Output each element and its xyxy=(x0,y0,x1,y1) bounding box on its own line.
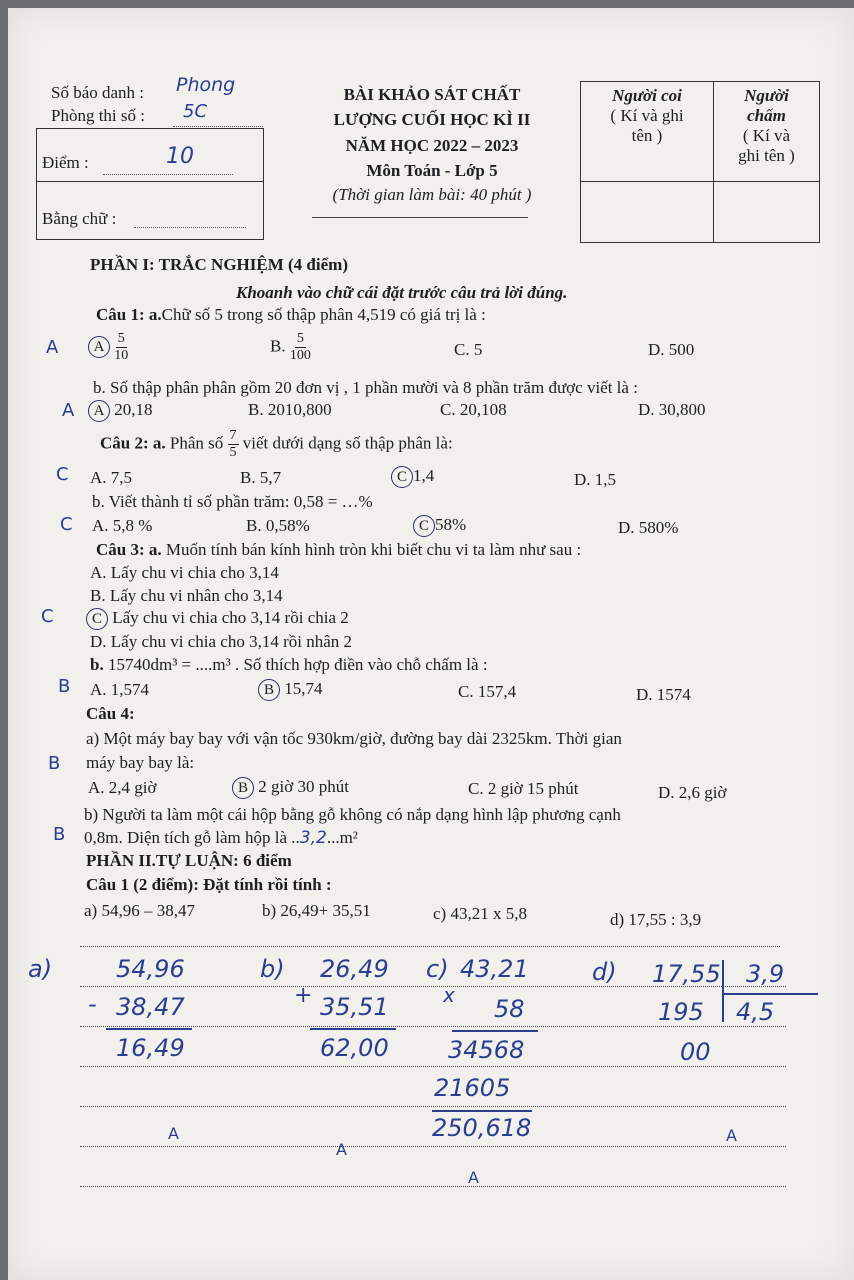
q4a-text-2: máy bay bay là: xyxy=(86,753,195,772)
q2a-option-c xyxy=(391,466,434,488)
diem-label: Điểm : xyxy=(42,153,89,172)
sbd-value: Phong xyxy=(176,74,236,96)
hw-a-line1: 54,96 xyxy=(116,955,185,983)
q4a-option-c: C. 2 giờ 15 phút xyxy=(468,779,579,798)
hw-c-rule-1 xyxy=(452,1030,538,1032)
hw-d-vrule xyxy=(722,960,724,1022)
part2-q1-b: b) 26,49+ 35,51 xyxy=(262,901,371,920)
title-underline xyxy=(312,211,528,218)
q3a-text: Muốn tính bán kính hình tròn khi biết chu vi ta làm như sau : xyxy=(165,540,582,559)
grade-mark-d: A xyxy=(726,1126,737,1145)
q4a-b-text: 2 giờ 30 phút xyxy=(258,777,349,796)
proctor-table xyxy=(580,81,820,243)
phong-label: Phòng thi số : xyxy=(51,106,145,125)
q2b-option-a: A. 5,8 % xyxy=(92,516,153,535)
q2-head: Câu 2: a. xyxy=(100,433,166,453)
bangchu-dots xyxy=(134,227,246,228)
mark-q3b: B xyxy=(58,676,71,697)
hw-b-result: 62,00 xyxy=(320,1034,389,1062)
q3b-option-b xyxy=(258,679,323,701)
q4b-answer: 3,2 xyxy=(299,828,327,848)
hw-c-partial-1: 34568 xyxy=(448,1036,525,1064)
mark-q2b: C xyxy=(60,514,73,535)
title-line-1: BÀI KHẢO SÁT CHẤT xyxy=(343,85,521,104)
q3a-c-circle: C xyxy=(86,608,108,630)
q3a-option-d: D. Lấy chu vi chia cho 3,14 rồi nhân 2 xyxy=(90,632,353,651)
grader-sub2: ghi tên ) xyxy=(738,146,795,165)
q4a-option-b xyxy=(232,777,349,799)
proctor-sign-cell xyxy=(581,182,714,243)
mark-q1a: A xyxy=(46,337,59,358)
q1b-option-b: B. 2010,800 xyxy=(248,400,332,419)
q1b-option-a xyxy=(88,400,153,422)
q4-head: Câu 4: xyxy=(86,704,135,723)
hw-a-op: - xyxy=(88,990,97,1018)
hw-c-op: x xyxy=(443,983,455,1007)
q1b-option-d: D. 30,800 xyxy=(638,400,706,419)
school-year: NĂM HỌC 2022 – 2023 xyxy=(345,136,519,155)
q3b-b-text: 15,74 xyxy=(284,679,323,698)
q2b-c-circle: C xyxy=(413,515,435,537)
writing-line-3 xyxy=(80,1026,786,1027)
hw-a-line2: 38,47 xyxy=(116,993,185,1021)
exam-time: (Thời gian làm bài: 40 phút ) xyxy=(332,185,532,204)
q1b-text: b. Số thập phân phân gồm 20 đơn vị , 1 phần mười và 8 phần trăm được viết là : xyxy=(93,378,638,397)
mark-q2a: C xyxy=(56,464,69,485)
q3a-option-c xyxy=(86,608,349,630)
exam-paper xyxy=(8,8,854,1280)
hw-d-hrule xyxy=(724,993,818,995)
q4b-text-2 xyxy=(84,828,358,848)
q3a-option-b: B. Lấy chu vi nhân cho 3,14 xyxy=(90,586,283,605)
proctor-title: Người coi xyxy=(612,86,682,105)
q1-head: Câu 1: a. xyxy=(96,305,162,324)
q3b-option-c: C. 157,4 xyxy=(458,682,517,701)
hw-d-remainder-2: 00 xyxy=(680,1038,711,1066)
hw-c-result: 250,618 xyxy=(432,1114,532,1142)
q2b-text: b. Viết thành tỉ số phần trăm: 0,58 = …% xyxy=(92,492,373,511)
q2a-line xyxy=(100,428,453,461)
q3b-text: 15740dm³ = ....m³ . Số thích hợp điền vào chỗ chấm là : xyxy=(107,655,488,674)
hw-d-dividend: 17,55 xyxy=(652,960,721,988)
q3a-c-text: Lấy chu vi chia cho 3,14 rồi chia 2 xyxy=(112,608,349,627)
q1a-a-frac: $\frac{5}{10}$ xyxy=(114,331,129,363)
grader-sign-cell xyxy=(714,182,820,243)
q2a-option-a: A. 7,5 xyxy=(90,468,133,487)
proctor-cell xyxy=(581,82,714,182)
mark-q3a: C xyxy=(41,606,54,627)
grader-sub1: ( Kí và xyxy=(742,126,791,145)
bangchu-label: Bằng chữ : xyxy=(42,209,117,228)
proctor-sub2: tên ) xyxy=(631,126,663,145)
hw-a-label: a) xyxy=(28,955,53,983)
q1b-a-text: 20,18 xyxy=(114,400,153,419)
q2a-c-circle: C xyxy=(391,466,413,488)
part2-q1-a: a) 54,96 – 38,47 xyxy=(84,901,195,920)
grader-title-1: Người xyxy=(744,86,789,105)
writing-line-7 xyxy=(80,1186,786,1187)
q1a-option-b xyxy=(270,331,311,364)
hw-b-op: + xyxy=(294,983,313,1008)
q2b-c-text: 58% xyxy=(435,515,467,534)
q2a-option-d: D. 1,5 xyxy=(574,470,617,489)
grade-mark-a: A xyxy=(168,1124,179,1143)
q1b-option-c: C. 20,108 xyxy=(440,400,507,419)
q3b-head: b. xyxy=(90,655,104,674)
mark-q1b: A xyxy=(62,400,75,421)
q1a-text: Chữ số 5 trong số thập phân 4,519 có giá trị là : xyxy=(161,305,486,324)
q4b-text-1: b) Người ta làm một cái hộp bằng gỗ không có nắp dạng hình lập phương cạnh xyxy=(84,805,621,824)
part1-instruction: Khoanh vào chữ cái đặt trước câu trả lời đúng. xyxy=(236,283,568,302)
q1a-option-c: C. 5 xyxy=(454,340,483,359)
grader-cell xyxy=(714,82,820,182)
q4a-option-d: D. 2,6 giờ xyxy=(658,783,727,802)
q4b-text-pre: 0,8m. Diện tích gỗ làm hộp là .. xyxy=(84,828,300,847)
writing-line-4 xyxy=(80,1066,786,1067)
q3b-option-a: A. 1,574 xyxy=(90,680,150,699)
q3b-line xyxy=(90,655,488,675)
q2b-option-b: B. 0,58% xyxy=(246,516,310,535)
hw-c-label: c) xyxy=(426,955,449,983)
q1b-a-circle: A xyxy=(88,400,110,422)
q3b-b-circle: B xyxy=(258,679,280,701)
q4a-text-1: a) Một máy bay bay với vận tốc 930km/giờ, đường bay dài 2325km. Thời gian xyxy=(86,729,622,748)
writing-line-6 xyxy=(80,1146,786,1147)
hw-c-line2: 58 xyxy=(494,995,525,1023)
part2-q1-head: Câu 1 (2 điểm): Đặt tính rồi tính : xyxy=(86,875,332,894)
q2a-c-text: 1,4 xyxy=(413,466,435,485)
hw-c-rule-2 xyxy=(432,1110,532,1112)
hw-b-label: b) xyxy=(260,955,285,983)
q1a-a-circle: A xyxy=(88,336,110,358)
hw-c-line1: 43,21 xyxy=(460,955,529,983)
writing-line-1 xyxy=(80,946,780,947)
q2b-option-c xyxy=(413,515,466,537)
q2a-text-post: viết dưới dạng số thập phân là: xyxy=(242,433,453,453)
part2-title: PHẦN II.TỰ LUẬN: 6 điểm xyxy=(86,851,292,870)
q1a-line xyxy=(96,305,486,325)
diem-value: 10 xyxy=(166,144,194,169)
phong-dots xyxy=(173,126,263,127)
q1a-option-a xyxy=(88,331,128,364)
hw-d-label: d) xyxy=(592,958,617,986)
part2-q1-d: d) 17,55 : 3,9 xyxy=(610,910,702,929)
mark-q4b: B xyxy=(53,824,66,845)
q2a-text-pre: Phân số xyxy=(169,433,224,453)
diem-dots xyxy=(103,174,233,175)
title-line-2: LƯỢNG CUỐI HỌC KÌ II xyxy=(333,110,531,129)
proctor-sub1: ( Kí và ghi xyxy=(610,106,684,125)
phong-value: 5C xyxy=(183,101,208,122)
q2a-option-b: B. 5,7 xyxy=(240,468,282,487)
q3a-option-a: A. Lấy chu vi chia cho 3,14 xyxy=(90,563,279,582)
writing-line-5 xyxy=(80,1106,786,1107)
grade-mark-c: A xyxy=(468,1168,479,1187)
score-box-divider xyxy=(36,181,264,182)
hw-b-line2: 35,51 xyxy=(320,993,389,1021)
hw-b-line1: 26,49 xyxy=(320,955,389,983)
hw-d-quotient: 4,5 xyxy=(736,998,775,1026)
hw-c-partial-2: 21605 xyxy=(434,1074,511,1102)
q1a-option-d: D. 500 xyxy=(648,340,695,359)
part1-title: PHẦN I: TRẮC NGHIỆM (4 điểm) xyxy=(90,255,348,274)
mark-q4a: B xyxy=(48,753,61,774)
grade-mark-b: A xyxy=(336,1140,347,1159)
hw-a-result: 16,49 xyxy=(116,1034,185,1062)
q3-head: Câu 3: a. xyxy=(96,540,162,559)
q2a-frac: $\frac{7}{5}$ xyxy=(229,428,237,460)
hw-d-remainder-1: 195 xyxy=(658,998,704,1026)
hw-b-rule xyxy=(310,1028,396,1030)
q1a-b-label: B. xyxy=(270,336,286,356)
q1a-b-frac: $\frac{5}{100}$ xyxy=(289,331,311,363)
subject: Môn Toán - Lớp 5 xyxy=(366,161,498,180)
hw-d-divisor: 3,9 xyxy=(746,960,785,988)
q3b-option-d: D. 1574 xyxy=(636,685,691,704)
q4b-text-post: ...m² xyxy=(326,828,358,847)
sbd-label: Số báo danh : xyxy=(51,83,145,102)
part2-q1-c: c) 43,21 x 5,8 xyxy=(433,904,527,923)
grader-title-2: chấm xyxy=(747,106,786,125)
q2b-option-d: D. 580% xyxy=(618,518,679,537)
q3a-line xyxy=(96,540,581,560)
q4a-b-circle: B xyxy=(232,777,254,799)
hw-a-rule xyxy=(106,1028,192,1030)
q4a-option-a: A. 2,4 giờ xyxy=(88,778,157,797)
